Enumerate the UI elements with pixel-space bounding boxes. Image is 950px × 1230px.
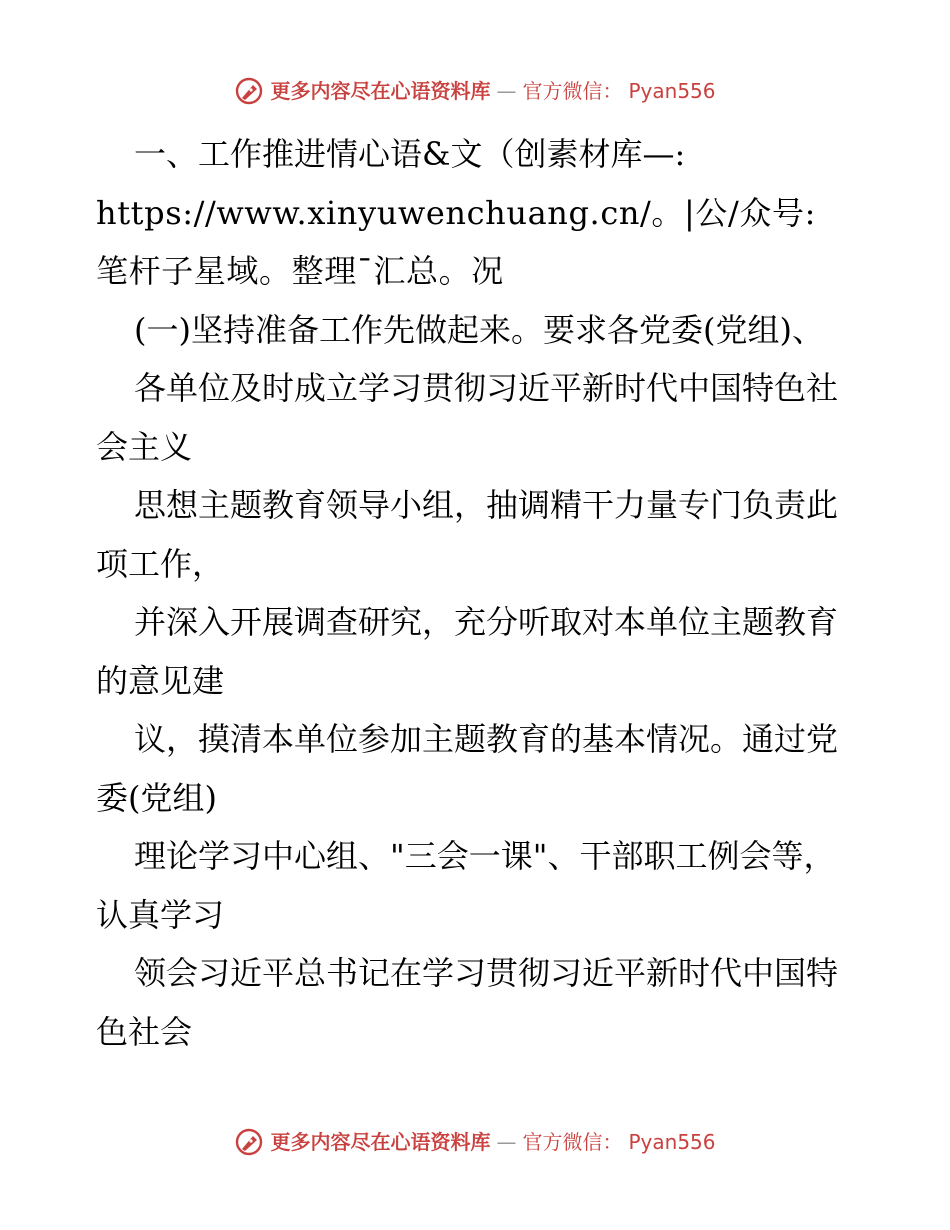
watermark-main-text: 更多内容尽在心语资料库 <box>270 79 491 103</box>
paragraph-body-5: 理论学习中心组、"三会一课"、干部职工例会等，认真学习 <box>96 837 836 934</box>
watermark-wechat-label: 官方微信： <box>522 79 623 103</box>
header-watermark <box>0 76 950 106</box>
watermark-dash: — <box>496 79 517 103</box>
document-body <box>96 125 856 1061</box>
watermark-wechat-id: Pyan556 <box>628 79 716 103</box>
footer-watermark <box>0 1127 950 1157</box>
paragraph-body-2: 思想主题教育领导小组，抽调精干力量专门负责此项工作， <box>96 486 839 583</box>
watermark-wechat-id: Pyan556 <box>628 1130 716 1154</box>
paragraph-body-4: 议，摸清本单位参加主题教育的基本情况。通过党委(党组) <box>96 720 839 817</box>
paragraph-body-1: 各单位及时成立学习贯彻习近平新时代中国特色社会主义 <box>96 369 839 466</box>
watermark-dash: — <box>496 1130 517 1154</box>
paragraph-subheading: (一)坚持准备工作先做起来。要求各党委(党组)、 <box>134 310 824 349</box>
paragraph-heading: 一、工作推进情心语&文（创素材库—: <box>134 135 686 173</box>
paragraph-source-line: https://www.xinyuwenchuang.cn/。|公/众号: 笔杆子星域。整理¯汇总。况 <box>96 193 816 290</box>
watermark-main-text: 更多内容尽在心语资料库 <box>270 1130 491 1154</box>
pen-nib-circle-icon <box>234 76 264 106</box>
watermark-wechat-label: 官方微信： <box>522 1130 623 1154</box>
paragraph-body-6: 领会习近平总书记在学习贯彻习近平新时代中国特色社会 <box>96 954 839 1051</box>
paragraph-body-3: 并深入开展调查研究，充分听取对本单位主题教育的意见建 <box>96 603 839 700</box>
pen-nib-circle-icon <box>234 1127 264 1157</box>
